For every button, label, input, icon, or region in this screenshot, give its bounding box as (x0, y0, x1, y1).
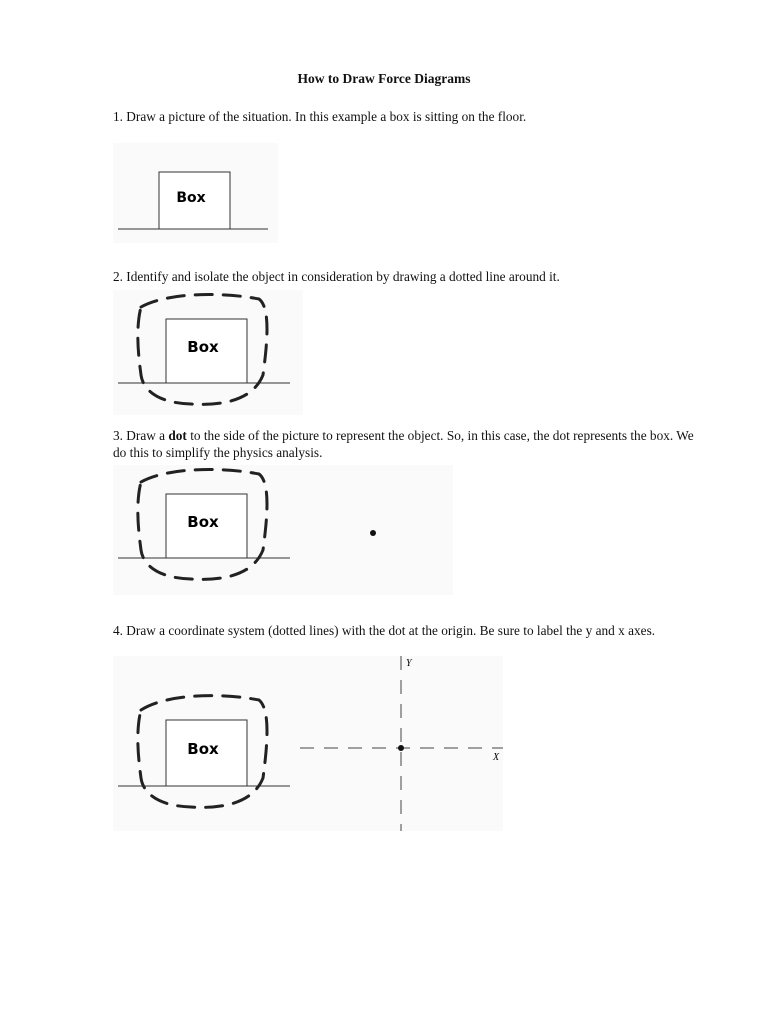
object-dot (370, 530, 376, 536)
origin-dot (398, 745, 404, 751)
figure-1-box-on-floor (113, 143, 278, 243)
box-label: Box (187, 338, 219, 356)
figure-2-isolated-box (113, 290, 303, 415)
figure-3-box-and-dot (113, 465, 453, 595)
box-label: Box (187, 740, 219, 758)
x-axis-label: X (493, 752, 500, 763)
document-title: How to Draw Force Diagrams (297, 71, 471, 86)
step-2-text: 2. Identify and isolate the object in consideration by drawing a dotted line around it. (113, 269, 560, 284)
step-4-text: 4. Draw a coordinate system (dotted lines) with the dot at the origin. Be sure to label the y and x axes. (113, 623, 656, 638)
step-3-text: 3. Draw a dot to the side of the picture to represent the object. So, in this case, the dot represents the box. We do this to simplify the physics analysis. (113, 428, 694, 460)
dot-emphasis: dot (168, 428, 187, 443)
box-label: Box (187, 513, 219, 531)
figure-4-coordinate-system (113, 656, 503, 831)
step-1-text: 1. Draw a picture of the situation. In this example a box is sitting on the floor. (113, 109, 527, 124)
box-label: Box (176, 190, 206, 206)
y-axis-label: Y (406, 658, 412, 669)
